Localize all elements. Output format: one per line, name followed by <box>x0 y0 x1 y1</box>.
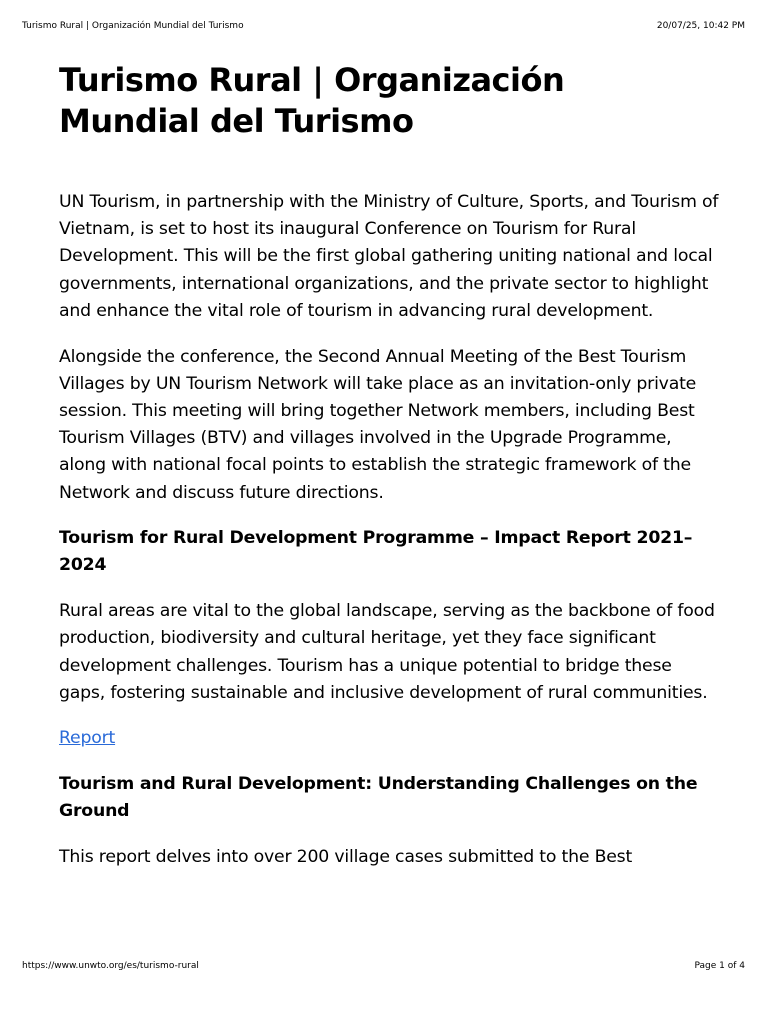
section-heading-impact-report: Tourism for Rural Development Programme – Impact Report 2021–2024 <box>59 528 693 576</box>
report-link[interactable]: Report <box>59 728 116 749</box>
report-link-row <box>59 725 719 752</box>
impact-report-paragraph: Rural areas are vital to the global landscape, serving as the backbone of food production, biodiversity and cultural heritage, yet they face significant development challenges. Tourism has a unique potential to bridge these gaps, fostering sustainable and inclusive development of rural communities. <box>59 601 715 703</box>
print-header-datetime: 20/07/25, 10:42 PM <box>656 21 745 31</box>
print-footer-page-indicator: Page 1 of 4 <box>694 961 745 971</box>
intro-paragraph-2: Alongside the conference, the Second Annual Meeting of the Best Tourism Villages by UN Tourism Network will take place as an invitation-only private session. This meeting will bring together Network members, including Best Tourism Villages (BTV) and villages involved in the Upgrade Programme, along with national focal points to establish the strategic framework of the Network and discuss future directions. <box>59 346 697 503</box>
print-footer <box>22 959 745 973</box>
intro-paragraph-1: UN Tourism, in partnership with the Ministry of Culture, Sports, and Tourism of Vietnam, is set to host its inaugural Conference on Tourism for Rural Development. This will be the first global gathering uniting national and local governments, international organizations, and the private sector to highlight and enhance the vital role of tourism in advancing rural development. <box>59 192 719 321</box>
print-header-title: Turismo Rural | Organización Mundial del Turismo <box>22 21 244 31</box>
section-heading-challenges: Tourism and Rural Development: Understanding Challenges on the Ground <box>59 774 698 822</box>
challenges-paragraph: This report delves into over 200 village cases submitted to the Best <box>59 847 633 868</box>
print-footer-url: https://www.unwto.org/es/turismo-rural <box>22 961 199 971</box>
page-title: Turismo Rural | Organización Mundial del Turismo <box>59 61 565 140</box>
article-content <box>59 60 719 871</box>
print-header <box>22 19 745 33</box>
